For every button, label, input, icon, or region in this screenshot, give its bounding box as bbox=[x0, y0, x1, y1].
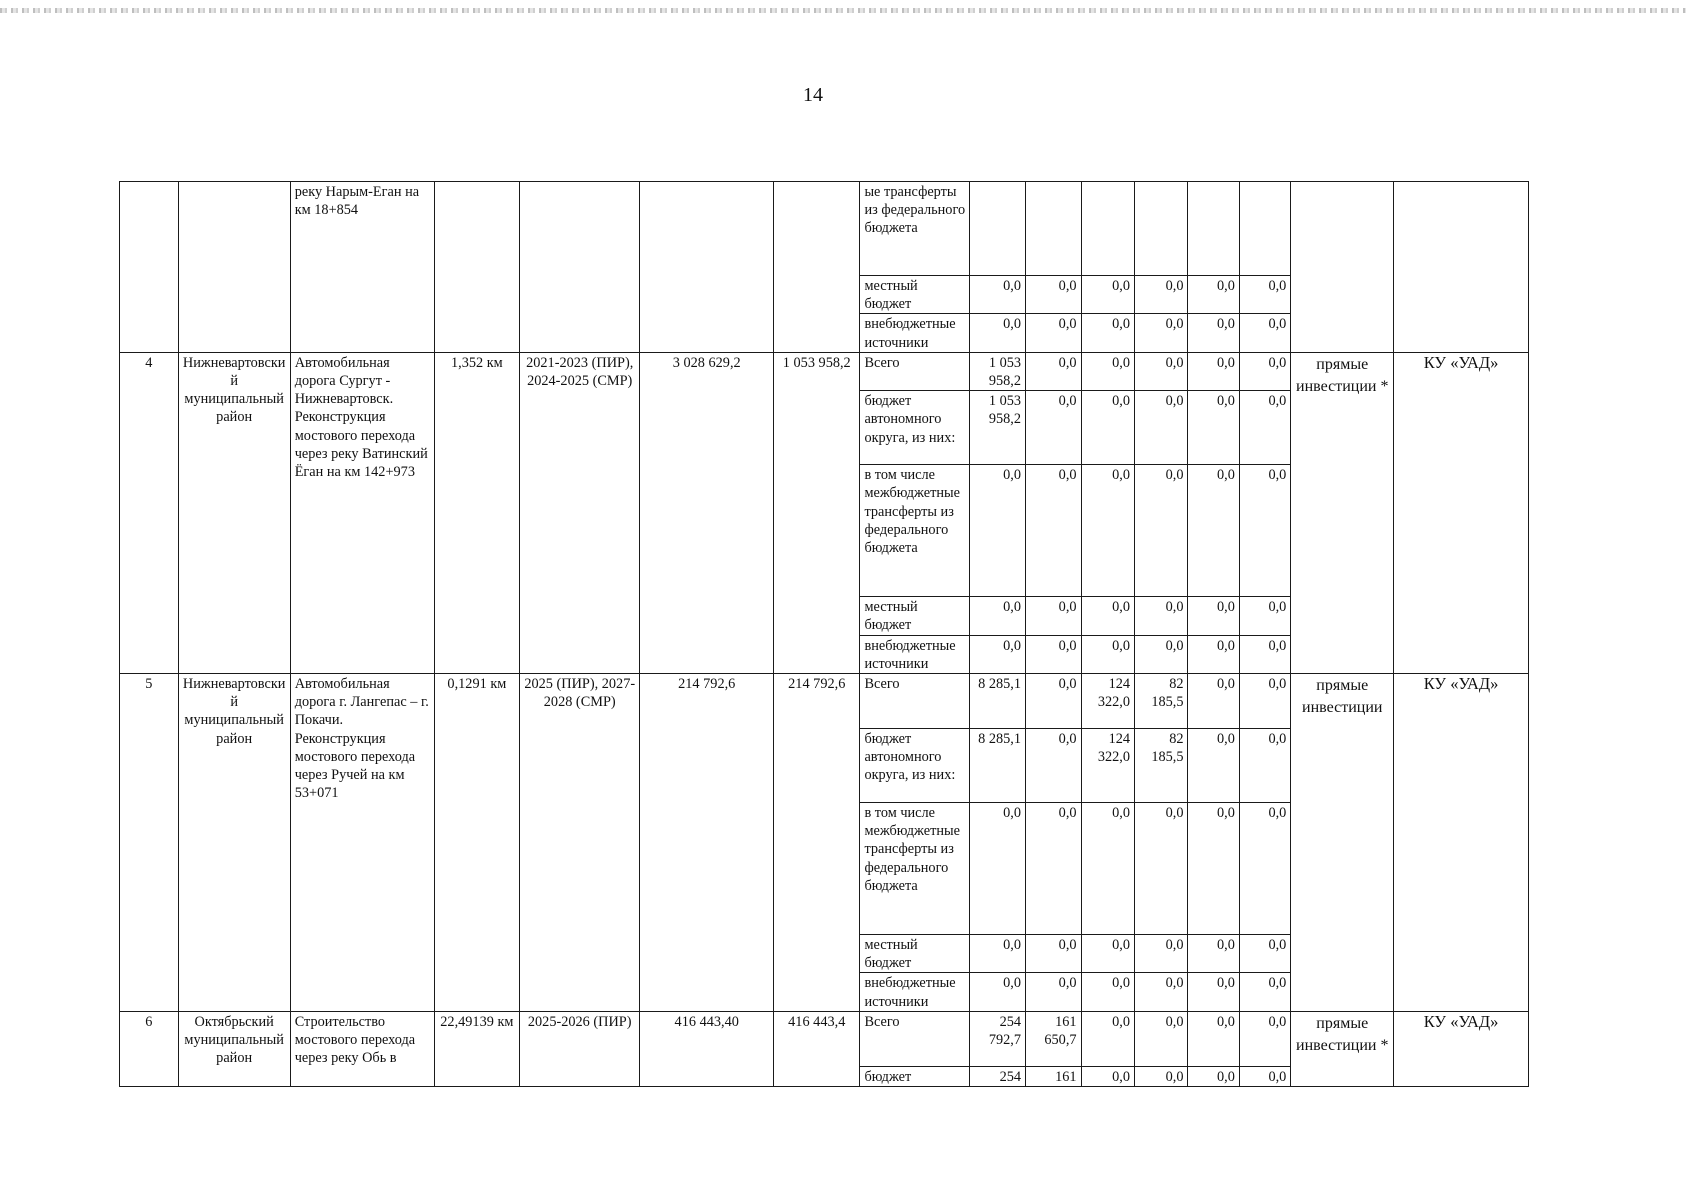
amount-cell: 0,0 bbox=[970, 314, 1026, 352]
amount-cell: 254 bbox=[970, 1066, 1026, 1086]
amount-cell: 0,0 bbox=[1188, 352, 1239, 390]
capacity-cell: 22,49139 км bbox=[434, 1011, 519, 1086]
period-cell bbox=[520, 182, 640, 353]
amount-cell bbox=[1026, 182, 1082, 276]
customer-cell bbox=[1394, 182, 1529, 353]
page-number: 14 bbox=[803, 84, 823, 106]
amount-cell: 0,0 bbox=[1239, 803, 1290, 935]
amount-cell: 0,0 bbox=[1188, 391, 1239, 465]
amount-cell: 0,0 bbox=[1081, 973, 1134, 1011]
amount-cell: 0,0 bbox=[1239, 276, 1290, 314]
amount-cell: 0,0 bbox=[1026, 674, 1082, 729]
source-label-cell: в том числе межбюджетные трансферты из федерального бюджета bbox=[860, 803, 970, 935]
amount-cell: 0,0 bbox=[1135, 973, 1188, 1011]
amount-cell: 0,0 bbox=[1135, 391, 1188, 465]
mechanism-cell: прямые инвестиции bbox=[1291, 674, 1394, 1012]
source-label-cell: внебюджетные источники bbox=[860, 635, 970, 673]
cost-cell: 416 443,40 bbox=[640, 1011, 774, 1086]
amount-cell: 82 185,5 bbox=[1135, 729, 1188, 803]
amount-cell: 0,0 bbox=[1135, 935, 1188, 973]
source-label-cell: местный бюджет bbox=[860, 935, 970, 973]
municipality-cell: Нижневартовский муниципальный район bbox=[178, 352, 290, 673]
source-label-cell: бюджет bbox=[860, 1066, 970, 1086]
amount-cell: 0,0 bbox=[1188, 597, 1239, 635]
amount-cell: 0,0 bbox=[1188, 1011, 1239, 1066]
amount-cell: 0,0 bbox=[1188, 935, 1239, 973]
amount-cell: 0,0 bbox=[1081, 635, 1134, 673]
investment-table bbox=[119, 181, 1529, 1087]
amount-cell: 0,0 bbox=[1026, 597, 1082, 635]
source-label-cell: в том числе межбюджетные трансферты из федерального бюджета bbox=[860, 465, 970, 597]
amount-cell: 161 bbox=[1026, 1066, 1082, 1086]
amount-cell: 0,0 bbox=[1135, 352, 1188, 390]
amount-cell bbox=[1081, 182, 1134, 276]
amount-cell: 1 053 958,2 bbox=[970, 391, 1026, 465]
capacity-cell: 0,1291 км bbox=[434, 674, 519, 1012]
mechanism-cell bbox=[1291, 182, 1394, 353]
remaining-cost-cell bbox=[774, 182, 860, 353]
amount-cell: 0,0 bbox=[1135, 276, 1188, 314]
remaining-cost-cell: 214 792,6 bbox=[774, 674, 860, 1012]
object-cell: Автомобильная дорога Сургут - Нижневартовск. Реконструкция мостового перехода через реку Ватинский Ёган на км 142+973 bbox=[290, 352, 434, 673]
cost-cell bbox=[640, 182, 774, 353]
amount-cell: 0,0 bbox=[1081, 1011, 1134, 1066]
source-label-cell: местный бюджет bbox=[860, 597, 970, 635]
amount-cell: 0,0 bbox=[1135, 465, 1188, 597]
source-label-cell: Всего bbox=[860, 1011, 970, 1066]
amount-cell: 0,0 bbox=[970, 935, 1026, 973]
amount-cell: 0,0 bbox=[1188, 674, 1239, 729]
period-cell: 2021-2023 (ПИР), 2024-2025 (СМР) bbox=[520, 352, 640, 673]
amount-cell: 0,0 bbox=[1026, 803, 1082, 935]
amount-cell bbox=[1135, 182, 1188, 276]
amount-cell: 8 285,1 bbox=[970, 729, 1026, 803]
amount-cell: 0,0 bbox=[970, 803, 1026, 935]
amount-cell bbox=[1188, 182, 1239, 276]
amount-cell: 0,0 bbox=[1135, 597, 1188, 635]
amount-cell: 161 650,7 bbox=[1026, 1011, 1082, 1066]
municipality-cell: Нижневартовский муниципальный район bbox=[178, 674, 290, 1012]
source-label-cell: бюджет автономного округа, из них: bbox=[860, 391, 970, 465]
municipality-cell bbox=[178, 182, 290, 353]
amount-cell: 0,0 bbox=[1081, 276, 1134, 314]
source-label-cell: бюджет автономного округа, из них: bbox=[860, 729, 970, 803]
amount-cell: 0,0 bbox=[1026, 276, 1082, 314]
mechanism-cell: прямые инвестиции * bbox=[1291, 1011, 1394, 1086]
amount-cell: 124 322,0 bbox=[1081, 729, 1134, 803]
amount-cell: 0,0 bbox=[1239, 1066, 1290, 1086]
amount-cell: 82 185,5 bbox=[1135, 674, 1188, 729]
number-cell: 6 bbox=[120, 1011, 179, 1086]
amount-cell: 0,0 bbox=[1026, 352, 1082, 390]
amount-cell: 0,0 bbox=[970, 597, 1026, 635]
amount-cell: 0,0 bbox=[1239, 352, 1290, 390]
cost-cell: 214 792,6 bbox=[640, 674, 774, 1012]
amount-cell: 0,0 bbox=[1188, 465, 1239, 597]
customer-cell: КУ «УАД» bbox=[1394, 1011, 1529, 1086]
remaining-cost-cell: 416 443,4 bbox=[774, 1011, 860, 1086]
period-cell: 2025-2026 (ПИР) bbox=[520, 1011, 640, 1086]
period-cell: 2025 (ПИР), 2027-2028 (СМР) bbox=[520, 674, 640, 1012]
amount-cell: 0,0 bbox=[1135, 803, 1188, 935]
amount-cell: 0,0 bbox=[970, 465, 1026, 597]
source-label-cell: внебюджетные источники bbox=[860, 973, 970, 1011]
amount-cell: 0,0 bbox=[1081, 803, 1134, 935]
amount-cell: 0,0 bbox=[970, 635, 1026, 673]
amount-cell: 0,0 bbox=[1135, 1011, 1188, 1066]
amount-cell: 0,0 bbox=[1081, 352, 1134, 390]
amount-cell: 0,0 bbox=[1239, 935, 1290, 973]
source-label-cell: Всего bbox=[860, 674, 970, 729]
source-label-cell: местный бюджет bbox=[860, 276, 970, 314]
mechanism-cell: прямые инвестиции * bbox=[1291, 352, 1394, 673]
amount-cell: 0,0 bbox=[1026, 465, 1082, 597]
amount-cell: 0,0 bbox=[1026, 729, 1082, 803]
object-cell: Автомобильная дорога г. Лангепас – г. Покачи. Реконструкция мостового перехода через Ручей на км 53+071 bbox=[290, 674, 434, 1012]
remaining-cost-cell: 1 053 958,2 bbox=[774, 352, 860, 673]
amount-cell: 0,0 bbox=[970, 973, 1026, 1011]
amount-cell: 0,0 bbox=[1081, 935, 1134, 973]
amount-cell: 0,0 bbox=[1239, 1011, 1290, 1066]
scan-edge bbox=[0, 8, 1686, 13]
amount-cell: 0,0 bbox=[1135, 1066, 1188, 1086]
table-row bbox=[120, 352, 1529, 390]
amount-cell: 0,0 bbox=[1239, 465, 1290, 597]
amount-cell: 0,0 bbox=[1135, 635, 1188, 673]
amount-cell bbox=[970, 182, 1026, 276]
amount-cell: 0,0 bbox=[1239, 314, 1290, 352]
amount-cell: 0,0 bbox=[1239, 729, 1290, 803]
amount-cell: 0,0 bbox=[1188, 314, 1239, 352]
amount-cell: 0,0 bbox=[1188, 635, 1239, 673]
amount-cell: 0,0 bbox=[1239, 391, 1290, 465]
cost-cell: 3 028 629,2 bbox=[640, 352, 774, 673]
table-row bbox=[120, 1011, 1529, 1066]
amount-cell: 0,0 bbox=[1026, 935, 1082, 973]
amount-cell: 0,0 bbox=[970, 276, 1026, 314]
amount-cell: 1 053 958,2 bbox=[970, 352, 1026, 390]
amount-cell: 124 322,0 bbox=[1081, 674, 1134, 729]
amount-cell: 254 792,7 bbox=[970, 1011, 1026, 1066]
number-cell: 4 bbox=[120, 352, 179, 673]
amount-cell: 0,0 bbox=[1081, 597, 1134, 635]
amount-cell: 0,0 bbox=[1081, 1066, 1134, 1086]
amount-cell: 0,0 bbox=[1239, 973, 1290, 1011]
customer-cell: КУ «УАД» bbox=[1394, 352, 1529, 673]
source-label-cell: Всего bbox=[860, 352, 970, 390]
amount-cell: 0,0 bbox=[1188, 729, 1239, 803]
amount-cell: 8 285,1 bbox=[970, 674, 1026, 729]
amount-cell: 0,0 bbox=[1081, 465, 1134, 597]
source-label-cell: ые трансферты из федерального бюджета bbox=[860, 182, 970, 276]
amount-cell: 0,0 bbox=[1239, 635, 1290, 673]
capacity-cell bbox=[434, 182, 519, 353]
capacity-cell: 1,352 км bbox=[434, 352, 519, 673]
table-row bbox=[120, 674, 1529, 729]
amount-cell: 0,0 bbox=[1188, 276, 1239, 314]
amount-cell: 0,0 bbox=[1026, 635, 1082, 673]
amount-cell: 0,0 bbox=[1239, 674, 1290, 729]
municipality-cell: Октябрьский муниципальный район bbox=[178, 1011, 290, 1086]
amount-cell: 0,0 bbox=[1081, 391, 1134, 465]
object-cell: реку Нарым-Еган на км 18+854 bbox=[290, 182, 434, 353]
number-cell bbox=[120, 182, 179, 353]
object-cell: Строительство мостового перехода через реку Обь в bbox=[290, 1011, 434, 1086]
customer-cell: КУ «УАД» bbox=[1394, 674, 1529, 1012]
amount-cell: 0,0 bbox=[1026, 314, 1082, 352]
amount-cell: 0,0 bbox=[1188, 803, 1239, 935]
amount-cell: 0,0 bbox=[1026, 973, 1082, 1011]
table-row bbox=[120, 182, 1529, 276]
amount-cell: 0,0 bbox=[1026, 391, 1082, 465]
amount-cell: 0,0 bbox=[1188, 1066, 1239, 1086]
amount-cell: 0,0 bbox=[1188, 973, 1239, 1011]
amount-cell: 0,0 bbox=[1239, 597, 1290, 635]
amount-cell: 0,0 bbox=[1135, 314, 1188, 352]
amount-cell bbox=[1239, 182, 1290, 276]
source-label-cell: внебюджетные источники bbox=[860, 314, 970, 352]
amount-cell: 0,0 bbox=[1081, 314, 1134, 352]
number-cell: 5 bbox=[120, 674, 179, 1012]
